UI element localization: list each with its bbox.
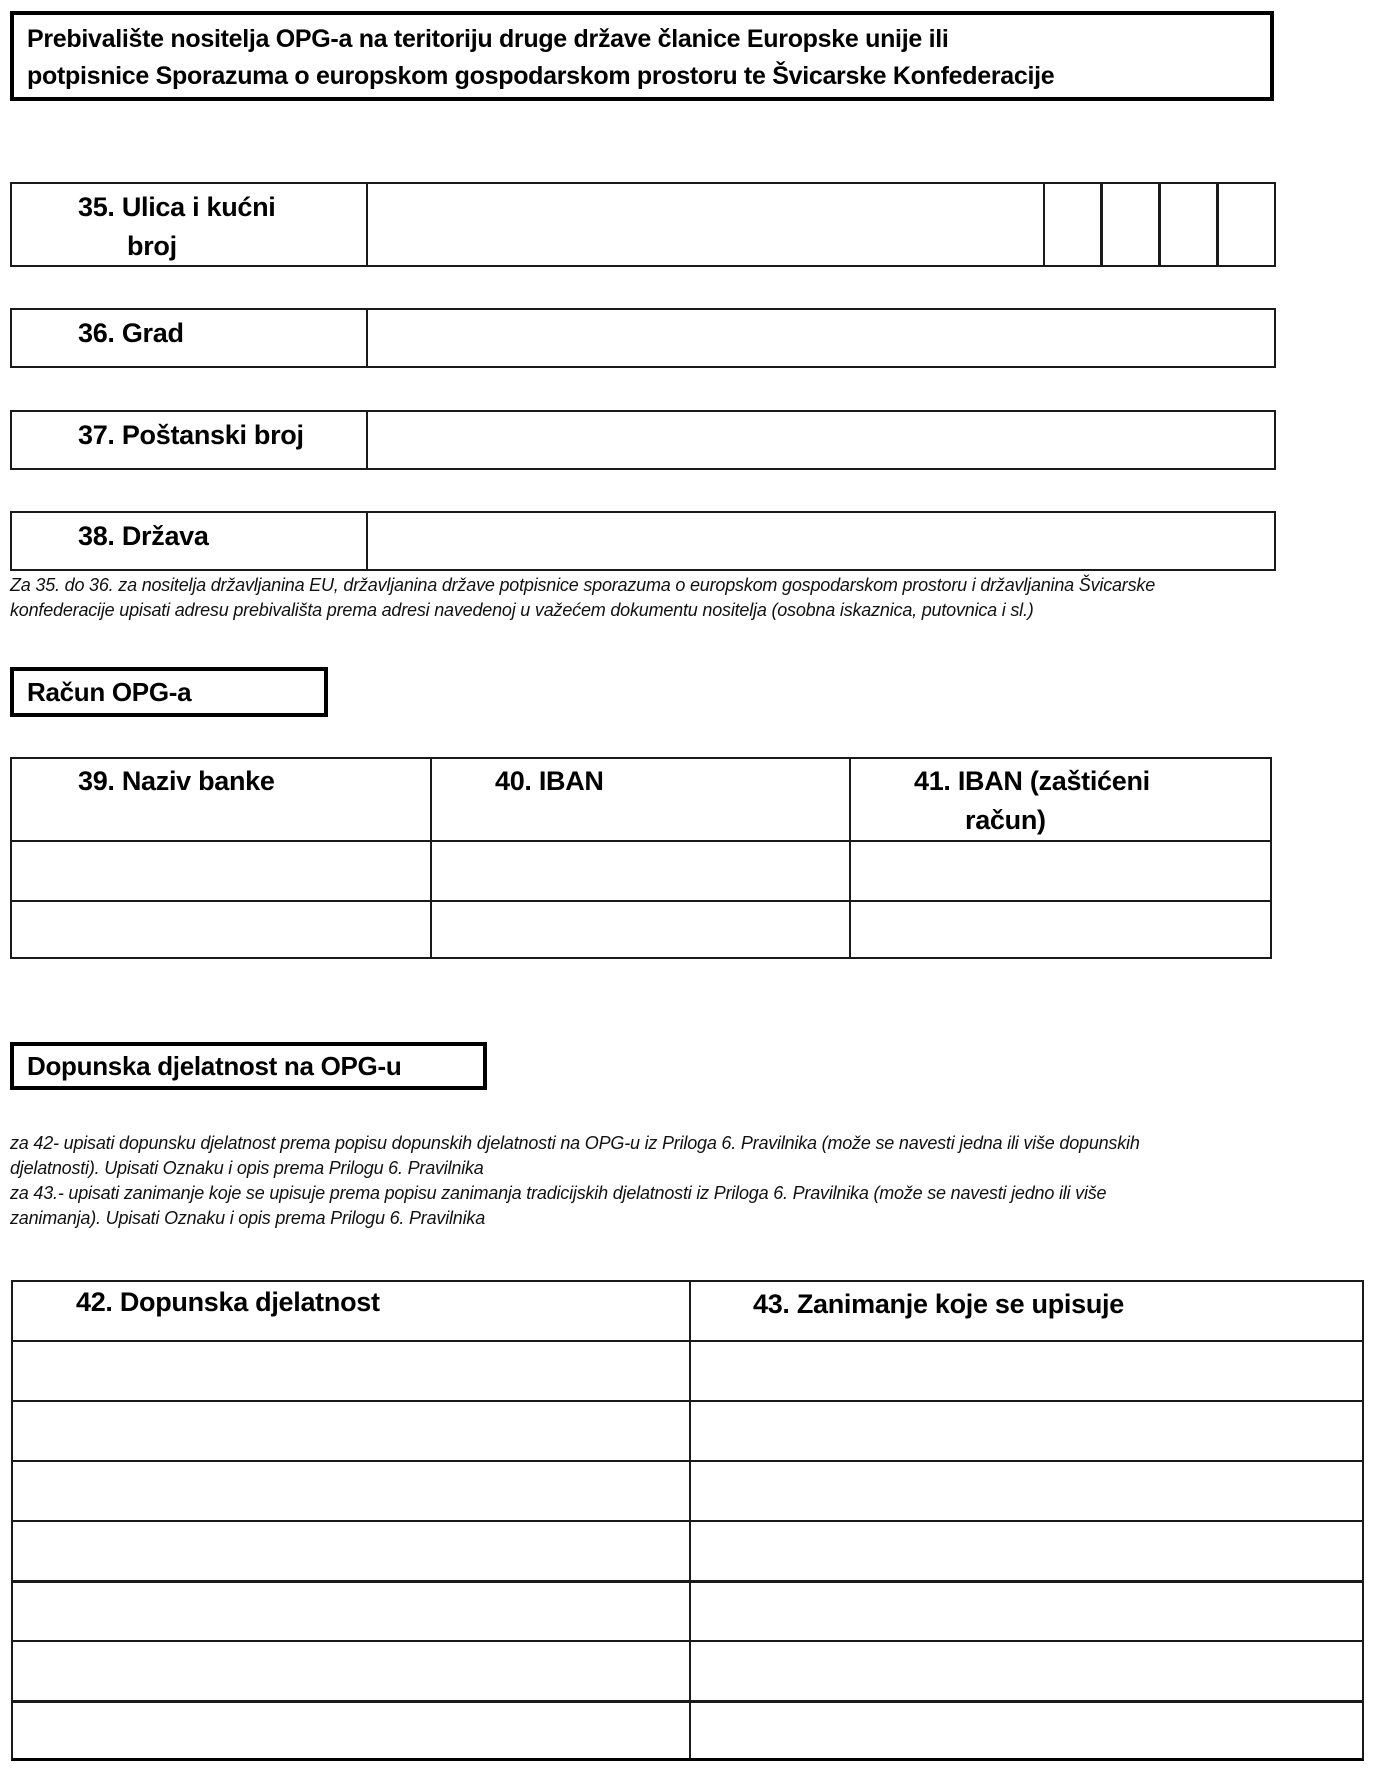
protected-iban-input-2[interactable] <box>851 902 1270 957</box>
supplementary-activity-input-6[interactable] <box>13 1642 689 1700</box>
house-number-box-3[interactable] <box>1159 182 1218 267</box>
residence-note-line-2: konfederacije upisati adresu prebivališta prema adresi navedenoj u važećem dokumentu nositelja (osobna iskaznica, putovnica i sl.) <box>10 600 1034 620</box>
field-38-label: 38. Država <box>78 521 209 551</box>
field-35-street-row <box>10 182 1272 267</box>
field-38-label-cell <box>10 511 368 571</box>
column-header-bank-name: 39. Naziv banke <box>78 766 275 796</box>
occupation-input-5[interactable] <box>691 1583 1364 1640</box>
supplementary-activity-input-3[interactable] <box>13 1462 689 1520</box>
residence-note <box>10 573 1155 623</box>
account-table <box>10 757 1272 959</box>
supplementary-section-title: Dopunska djelatnost na OPG-u <box>10 1042 487 1090</box>
supplementary-activity-input-1[interactable] <box>13 1342 689 1400</box>
country-input[interactable] <box>366 511 1276 571</box>
field-38-country-row <box>10 511 1272 571</box>
iban-input-2[interactable] <box>432 902 849 957</box>
occupation-input-2[interactable] <box>691 1402 1364 1460</box>
field-35-label-line-2: broj <box>127 231 177 261</box>
bank-name-input-2[interactable] <box>12 902 430 957</box>
supplementary-note-line-2: djelatnosti). Upisati Oznaku i opis prema Prilogu 6. Pravilnika <box>10 1158 484 1178</box>
supplementary-note-line-4: zanimanja). Upisati Oznaku i opis prema Prilogu 6. Pravilnika <box>10 1208 486 1228</box>
field-36-city-row <box>10 308 1272 368</box>
field-36-label: 36. Grad <box>78 318 184 348</box>
account-section-title: Račun OPG-a <box>10 667 328 717</box>
house-number-box-2[interactable] <box>1101 182 1160 267</box>
supplementary-activity-input-2[interactable] <box>13 1402 689 1460</box>
occupation-input-7[interactable] <box>691 1703 1364 1760</box>
column-header-iban: 40. IBAN <box>495 766 604 796</box>
column-header-occupation: 43. Zanimanje koje se upisuje <box>753 1289 1124 1319</box>
supplementary-table <box>11 1280 1364 1761</box>
field-36-label-cell <box>10 308 368 368</box>
field-35-label-cell <box>10 182 368 267</box>
bank-name-input-1[interactable] <box>12 842 430 900</box>
occupation-input-3[interactable] <box>691 1462 1364 1520</box>
residence-title-line-2: potpisnice Sporazuma o europskom gospodarskom prostoru te Švicarske Konfederacije <box>27 62 1055 90</box>
city-input[interactable] <box>366 308 1276 368</box>
field-37-label: 37. Poštanski broj <box>78 420 304 450</box>
occupation-input-4[interactable] <box>691 1522 1364 1580</box>
column-header-protected-iban-line-2: račun) <box>965 805 1046 835</box>
field-37-label-cell <box>10 410 368 470</box>
residence-title-line-1: Prebivalište nositelja OPG-a na teritoriju druge države članice Europske unije ili <box>27 25 949 53</box>
occupation-input-6[interactable] <box>691 1642 1364 1700</box>
column-header-supplementary-activity: 42. Dopunska djelatnost <box>76 1287 380 1317</box>
postal-code-input[interactable] <box>366 410 1276 470</box>
field-37-postal-row <box>10 410 1272 470</box>
street-input[interactable] <box>366 182 1045 267</box>
supplementary-activity-input-5[interactable] <box>13 1583 689 1640</box>
field-35-label-line-1: 35. Ulica i kućni <box>78 192 276 222</box>
supplementary-note <box>10 1131 1140 1231</box>
protected-iban-input-1[interactable] <box>851 842 1270 900</box>
supplementary-activity-input-7[interactable] <box>13 1703 689 1760</box>
occupation-input-1[interactable] <box>691 1342 1364 1400</box>
house-number-box-1[interactable] <box>1043 182 1102 267</box>
column-header-protected-iban-line-1: 41. IBAN (zaštićeni <box>914 766 1150 796</box>
supplementary-note-line-1: za 42- upisati dopunsku djelatnost prema popisu dopunskih djelatnosti na OPG-u iz Priloga 6. Pravilnika (može se navesti jedna ili više dopunskih <box>10 1133 1140 1153</box>
iban-input-1[interactable] <box>432 842 849 900</box>
supplementary-activity-input-4[interactable] <box>13 1522 689 1580</box>
house-number-box-4[interactable] <box>1217 182 1276 267</box>
supplementary-note-line-3: za 43.- upisati zanimanje koje se upisuje prema popisu zanimanja tradicijskih djelatnosti iz Priloga 6. Pravilnika (može se navesti jedno ili više <box>10 1183 1107 1203</box>
residence-note-line-1: Za 35. do 36. za nositelja državljanina EU, državljanina države potpisnice sporazuma o europskom gospodarskom prostoru i državljanina Švicarske <box>10 575 1156 595</box>
residence-section-title <box>10 11 1274 101</box>
